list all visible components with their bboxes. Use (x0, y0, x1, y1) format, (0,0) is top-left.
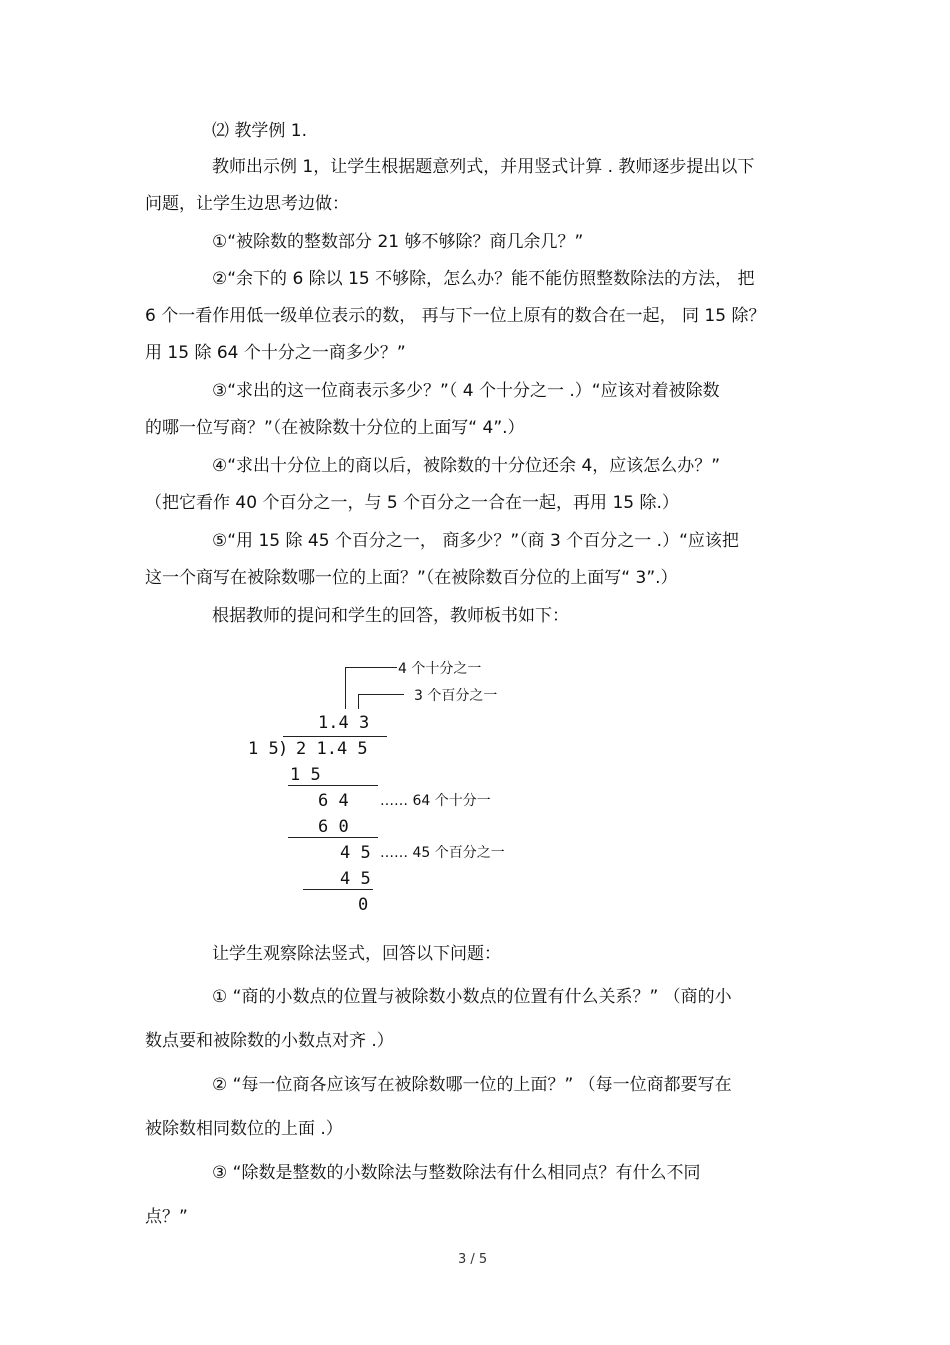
observe-question-3-line: ③ “除数是整数的小数除法与整数除法有什么相同点？有什么不同 (212, 1163, 701, 1183)
question-3-line: 的哪一位写商？”（在被除数十分位的上面写“ 4”.） (145, 418, 525, 438)
step-subtract-45: 4 5 (340, 869, 371, 889)
intro-line: 教师出示例 1，让学生根据题意列式，并用竖式计算 . 教师逐步提出以下 (212, 157, 755, 177)
hundredths-bracket-vertical (358, 694, 359, 709)
observe-question-2-line: ② “每一位商各应该写在被除数哪一位的上面？” （每一位商都要写在 (212, 1075, 732, 1095)
section-title: ⑵ 教学例 1. (212, 121, 308, 141)
intro-line: 问题，让学生边思考边做： (145, 194, 349, 214)
dividend: 2 1.4 5 (296, 739, 368, 759)
step-note-45: …… 45 个百分之一 (380, 845, 505, 861)
final-remainder: 0 (358, 895, 369, 915)
question-4-line: ④“求出十分位上的商以后，被除数的十分位还余 4，应该怎么办？” (212, 456, 721, 476)
question-2-line: 6 个一看作用低一级单位表示的数， 再与下一位上原有的数合在一起， 同 15 除？ (145, 306, 766, 326)
division-bar (283, 736, 387, 737)
tenths-label: 4 个十分之一 (398, 661, 482, 677)
step-line-1 (288, 785, 378, 786)
observe-question-1-line: 数点要和被除数的小数点对齐 .） (145, 1031, 394, 1051)
step-remainder-64: 6 4 (318, 791, 349, 811)
quotient: 1.4 3 (318, 713, 370, 733)
step-line-2 (288, 837, 378, 838)
hundredths-label: 3 个百分之一 (414, 688, 498, 704)
tenths-bracket-vertical (345, 667, 346, 709)
question-3-line: ③“求出的这一位商表示多少？”（ 4 个十分之一 .）“应该对着被除数 (212, 381, 720, 401)
step-line-3 (303, 889, 373, 890)
observe-intro: 让学生观察除法竖式，回答以下问题： (212, 944, 501, 964)
question-1-line: ①“被除数的整数部分 21 够不够除？商几余几？” (212, 232, 584, 252)
division-bracket: ) (278, 739, 289, 759)
question-2-line: 用 15 除 64 个十分之一商多少？” (145, 343, 406, 363)
question-4-line: （把它看作 40 个百分之一，与 5 个百分之一合在一起，再用 15 除.） (145, 493, 679, 513)
board-intro: 根据教师的提问和学生的回答，教师板书如下： (212, 606, 569, 626)
question-2-line: ②“余下的 6 除以 15 不够除，怎么办？能不能仿照整数除法的方法， 把 (212, 269, 755, 289)
step-subtract-15: 1 5 (290, 765, 321, 785)
step-note-64: …… 64 个十分一 (380, 793, 491, 809)
hundredths-bracket-horizontal (358, 694, 404, 695)
observe-question-3-line: 点？” (145, 1207, 188, 1227)
observe-question-2-line: 被除数相同数位的上面 .） (145, 1119, 343, 1139)
step-subtract-60: 6 0 (318, 817, 349, 837)
page-number: 3 / 5 (458, 1252, 488, 1267)
step-remainder-45: 4 5 (340, 843, 371, 863)
tenths-bracket-horizontal (345, 667, 397, 668)
question-5-line: 这一个商写在被除数哪一位的上面？”（在被除数百分位的上面写“ 3”.） (145, 568, 678, 588)
question-5-line: ⑤“用 15 除 45 个百分之一， 商多少？”（商 3 个百分之一 .）“应该把 (212, 531, 739, 551)
divisor: 1 5 (248, 739, 279, 759)
observe-question-1-line: ① “商的小数点的位置与被除数小数点的位置有什么关系？” （商的小 (212, 987, 732, 1007)
